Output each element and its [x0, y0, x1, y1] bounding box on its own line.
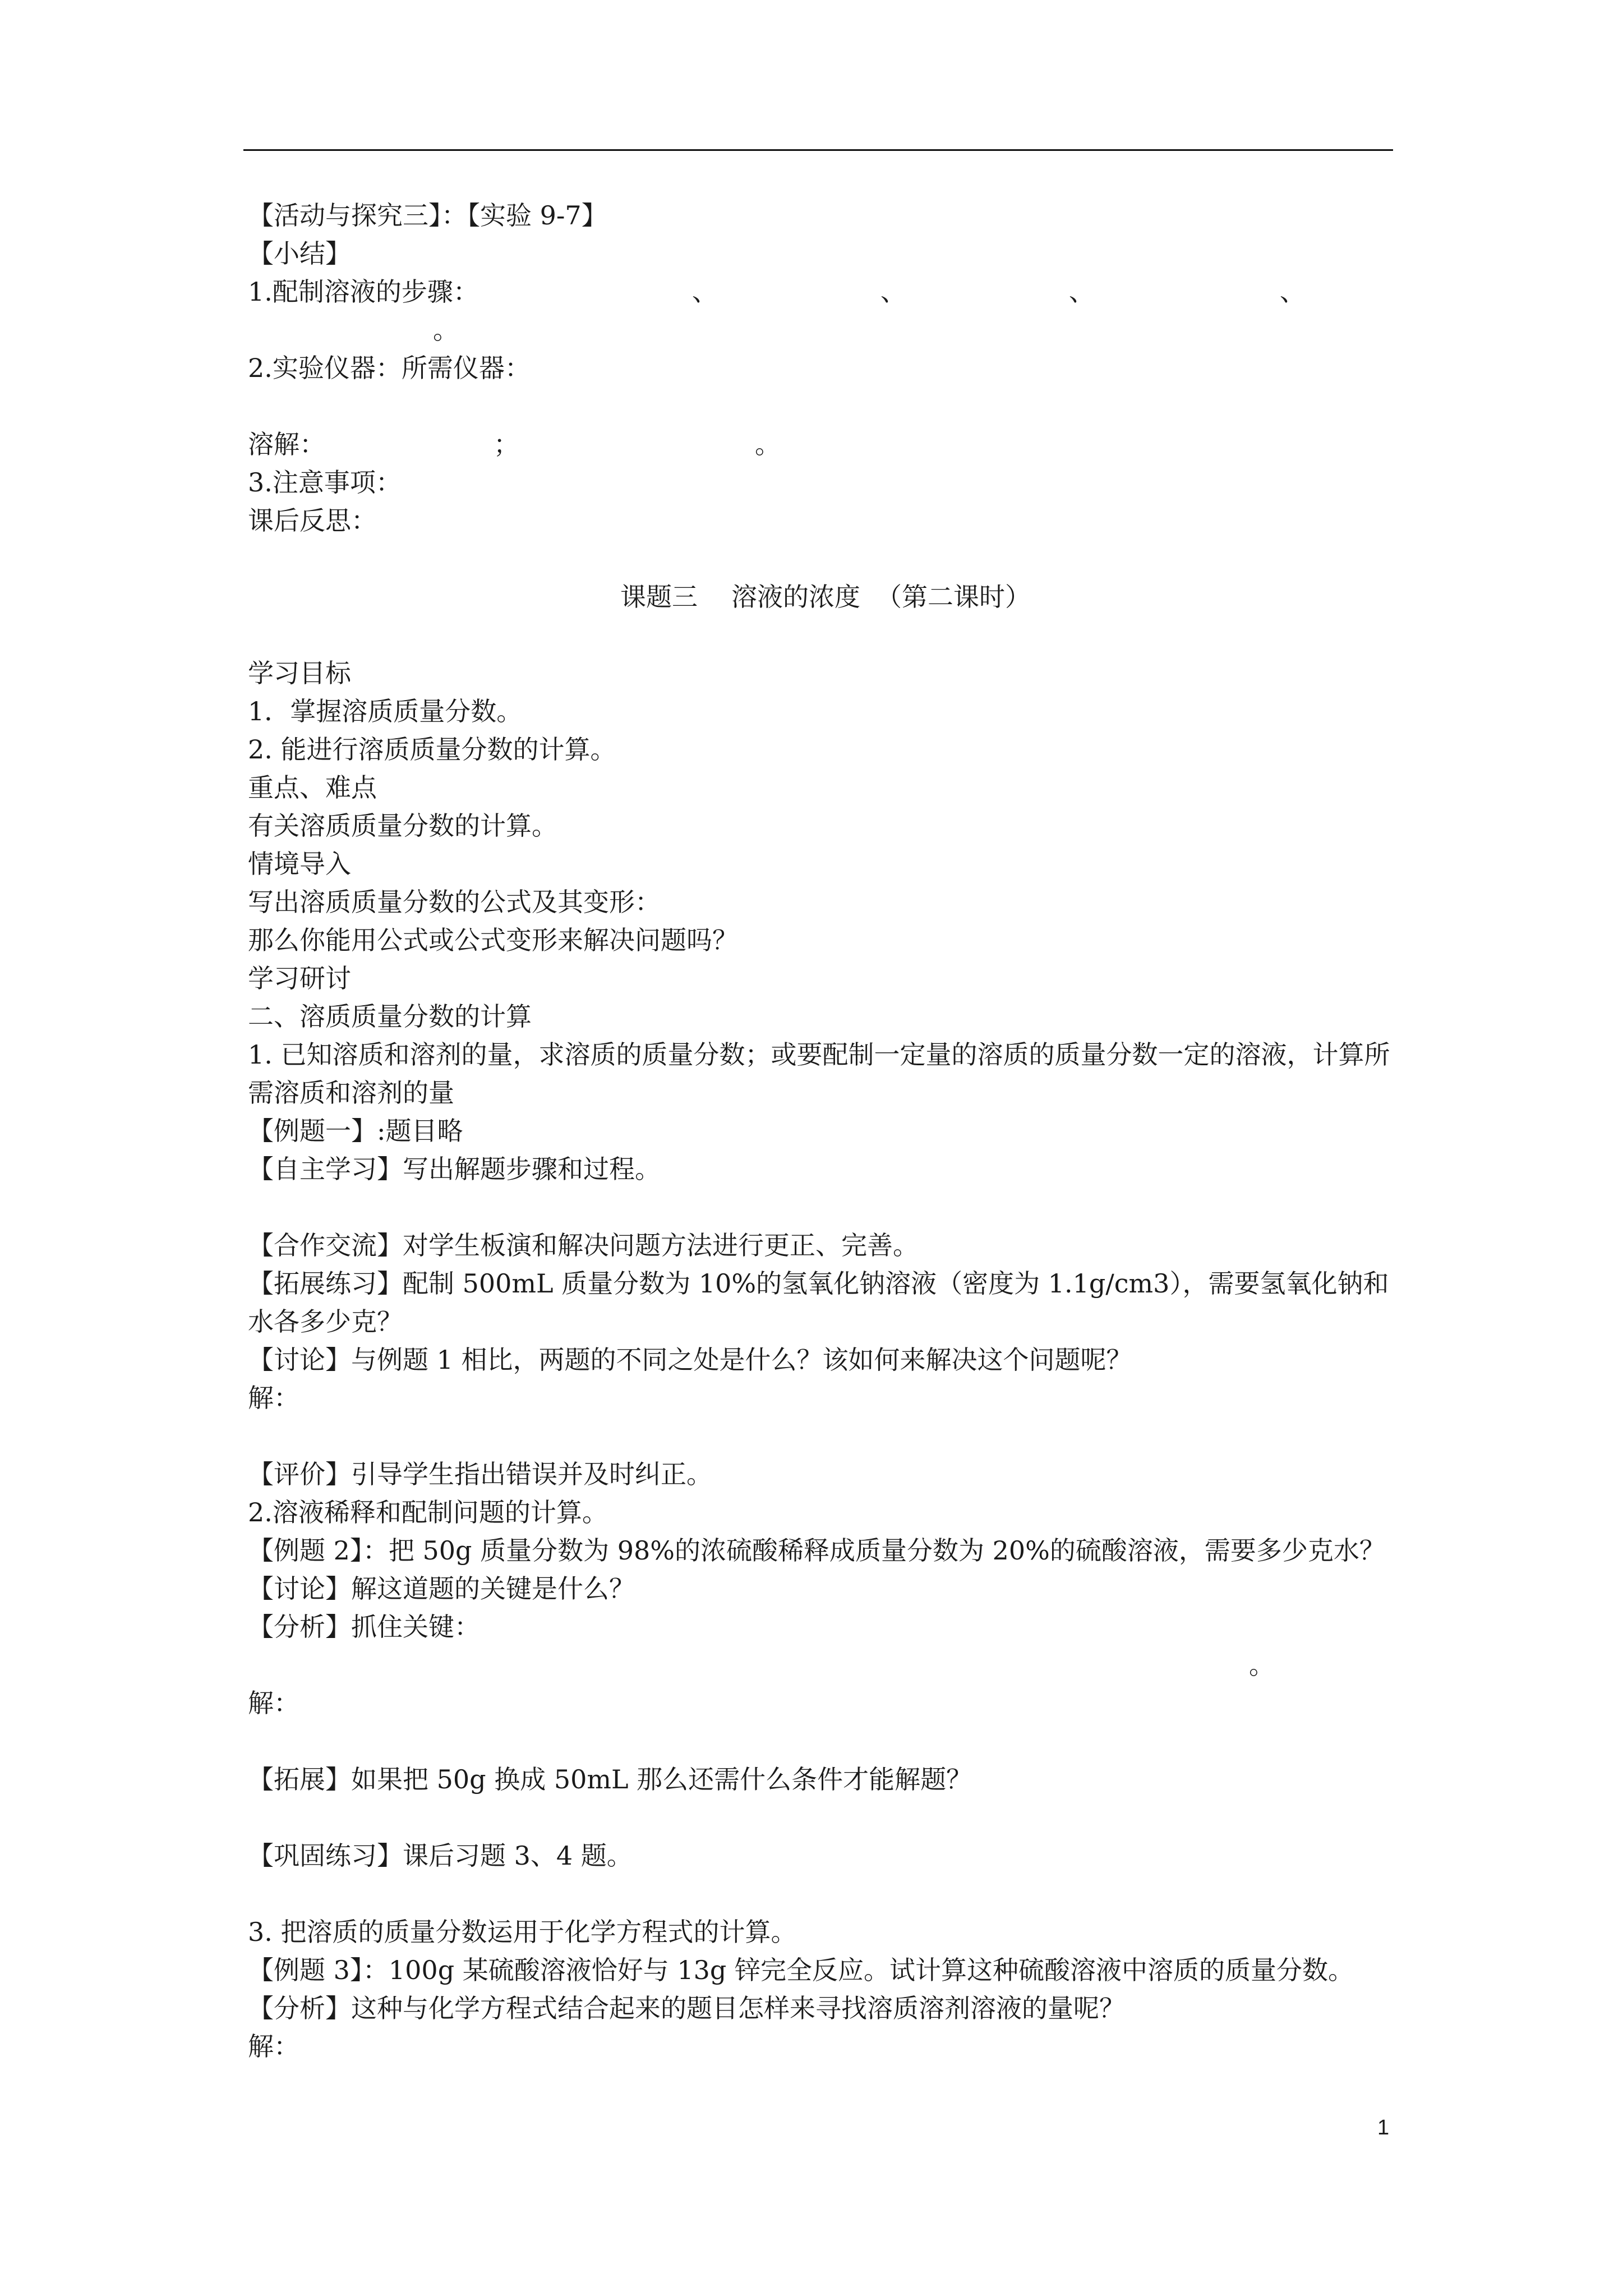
dilution-heading: 2.溶液稀释和配制问题的计算。	[248, 1497, 608, 1527]
discussion-1: 【讨论】与例题 1 相比，两题的不同之处是什么？该如何来解决这个问题呢？	[248, 1345, 1132, 1375]
objective-1: 1．掌握溶质质量分数。	[248, 696, 523, 726]
consolidation: 【巩固练习】课后习题 3、4 题。	[248, 1841, 633, 1871]
objectives-heading: 学习目标	[248, 658, 351, 688]
key-points-text: 有关溶质质量分数的计算。	[248, 811, 557, 841]
steps-label: 1.配制溶液的步骤：	[248, 277, 479, 307]
lesson-topic: 课题三	[620, 582, 698, 612]
activity-heading: 【活动与探究三】：【实验 9-7】	[248, 200, 607, 231]
page-number: 1	[1377, 2116, 1390, 2139]
extension-2: 【拓展】如果把 50g 换成 50mL 那么还需什么条件才能解题？	[248, 1764, 972, 1795]
example-2: 【例题 2】：把 50g 质量分数为 98%的浓硫酸稀释成质量分数为 20%的硫酸溶液，需要多少克水？	[248, 1535, 1385, 1566]
solution-3: 解：	[248, 2031, 299, 2062]
lesson-period: （第二课时）	[876, 582, 1031, 612]
dissolve-line	[248, 425, 1392, 463]
objective-2: 2. 能进行溶质质量分数的计算。	[248, 734, 616, 765]
solution-1: 解：	[248, 1383, 299, 1413]
notes-line: 3.注意事项：	[248, 467, 402, 498]
intro-question: 那么你能用公式或公式变形来解决问题吗？	[248, 925, 738, 955]
summary-heading: 【小结】	[248, 238, 351, 269]
dissolve-end: 。	[755, 429, 781, 459]
steps-end: 。	[433, 315, 459, 345]
lesson-name: 溶液的浓度	[731, 582, 860, 612]
intro-formula: 写出溶质质量分数的公式及其变形：	[248, 887, 661, 917]
intro-heading: 情境导入	[248, 849, 351, 879]
steps-sep-3: 、	[1068, 277, 1095, 307]
evaluation: 【评价】引导学生指出错误并及时纠正。	[248, 1459, 712, 1489]
document-body	[248, 196, 1392, 2065]
steps-sep-2: 、	[880, 277, 906, 307]
key-points-heading: 重点、难点	[248, 772, 377, 803]
steps-end-line	[248, 311, 1392, 349]
analysis-3: 【分析】这种与化学方程式结合起来的题目怎样来寻找溶质溶剂溶液的量呢？	[248, 1993, 1125, 2023]
self-study: 【自主学习】写出解题步骤和过程。	[248, 1154, 661, 1184]
dissolve-semicolon: ；	[494, 429, 519, 459]
steps-line	[248, 273, 1392, 311]
analysis-2: 【分析】抓住关键：	[248, 1612, 480, 1642]
analysis-end: 。	[1249, 1650, 1275, 1680]
cooperation: 【合作交流】对学生板演和解决问题方法进行更正、完善。	[248, 1230, 919, 1260]
dissolve-label: 溶解：	[248, 429, 325, 459]
equation-heading: 3. 把溶质的质量分数运用于化学方程式的计算。	[248, 1917, 797, 1947]
reflection-line: 课后反思：	[248, 505, 377, 536]
lesson-title	[259, 578, 1392, 616]
header-rule	[243, 149, 1393, 151]
extension-exercise: 【拓展练习】配制 500mL 质量分数为 10%的氢氧化钠溶液（密度为 1.1g/cm3），需要氢氧化钠和水各多少克？	[248, 1268, 1389, 1337]
discussion-2: 【讨论】解这道题的关键是什么？	[248, 1573, 635, 1604]
instruments-line: 2.实验仪器：所需仪器：	[248, 353, 531, 383]
example-1: 【例题一】:题目略	[248, 1116, 463, 1146]
calc-heading: 二、溶质质量分数的计算	[248, 1001, 532, 1032]
study-heading: 学习研讨	[248, 963, 351, 993]
calc-type-1: 1. 已知溶质和溶剂的量，求溶质的质量分数；或要配制一定量的溶质的质量分数一定的溶液，计算所需溶质和溶剂的量	[248, 1039, 1390, 1108]
example-3: 【例题 3】：100g 某硫酸溶液恰好与 13g 锌完全反应。试计算这种硫酸溶液中溶质的质量分数。	[248, 1955, 1354, 1985]
steps-sep-1: 、	[691, 277, 718, 307]
steps-sep-4: 、	[1279, 277, 1306, 307]
solution-2: 解：	[248, 1688, 299, 1718]
